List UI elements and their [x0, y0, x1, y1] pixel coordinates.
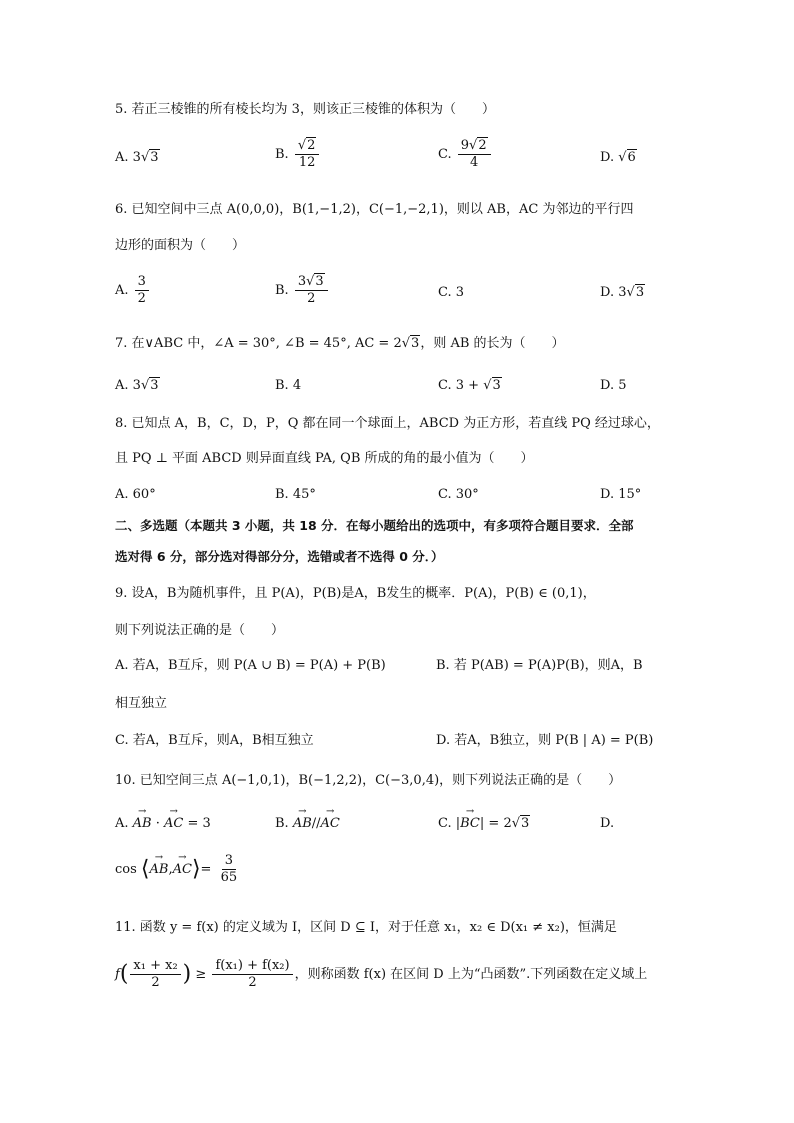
- q6-option-c: [438, 283, 464, 303]
- q9-option-b: B. 若 P(AB) = P(A)P(B)，则A，B: [436, 658, 643, 673]
- q6-d-rad: 3: [635, 285, 645, 300]
- q11-stem-line2: f( $\frac{\text{x₁ + x₂}}{2}$ ) ≥ $\frac{\text{f(x₁) + f(x₂)}}{2}$ ，则称函数 f(x) 在区间 D 上为“凸函数”.下列函数在定义域上: [115, 958, 648, 990]
- q5-option-b: [275, 138, 321, 171]
- q7-a-label: A.: [115, 378, 129, 393]
- q7-a-rad: 3: [150, 378, 159, 393]
- q11-left-fraction: [130, 958, 180, 991]
- q5-b-label: B.: [275, 147, 289, 162]
- q6-stem-line2: 边形的面积为（ ）: [115, 238, 246, 253]
- q5-c-fraction: $\frac{9√2}{4}$: [458, 138, 491, 171]
- q6-a-label: A.: [115, 283, 129, 298]
- q6-b-num-coef: 3: [297, 274, 307, 289]
- q7-c-label: C.: [438, 378, 452, 393]
- q10-option-a: [115, 814, 211, 834]
- q6-c-label: C.: [438, 285, 452, 300]
- q9-stem-line2: 则下列说法正确的是（ ）: [115, 623, 285, 638]
- q7-stem-rad: 3: [411, 336, 420, 351]
- q10-a-dot: ·: [151, 816, 165, 831]
- q5-option-d: D. √6: [600, 150, 636, 165]
- q5-d-rad: 6: [627, 150, 636, 165]
- q7-option-b: B. 4: [275, 378, 302, 393]
- q10-c-vec-bc: → BC: [460, 814, 480, 834]
- q8-stem-line2: 且 PQ ⊥ 平面 ABCD 则异面直线 PA, QB 所成的角的最小值为（ ）: [115, 451, 534, 466]
- q6-option-a: [115, 274, 151, 307]
- q10-d-cos: cos: [115, 862, 137, 877]
- q8-stem-line1: 8. 已知点 A，B，C，D，P，Q 都在同一个球面上，ABCD 为正方形，若直线 PQ 经过球心，: [115, 416, 660, 431]
- q11-left-den: 2: [151, 975, 160, 990]
- q10-stem: 10. 已知空间三点 A(−1,0,1)，B(−1,2,2)，C(−3,0,4)，则下列说法正确的是（ ）: [115, 773, 622, 788]
- q6-stem-line1: 6. 已知空间中三点 A(0,0,0)，B(1,−1,2)，C(−1,−2,1)，则以 AB，AC 为邻边的平行四: [115, 202, 634, 217]
- q5-b-den: 12: [298, 155, 316, 170]
- q9-option-b-cont: 相互独立: [115, 696, 168, 711]
- section-2-heading-line2: 选对得 6 分，部分选对得部分分，选错或者不选得 0 分．）: [115, 549, 444, 564]
- q5-option-c: [438, 138, 493, 171]
- q10-a-vec-ab: → AB: [133, 814, 152, 834]
- q5-a-label: A.: [115, 150, 129, 165]
- q5-c-num-coef: 9: [460, 138, 470, 153]
- q10-d-fraction: [218, 853, 241, 886]
- q11-right-fraction: [212, 958, 292, 991]
- q11-right-den: 2: [248, 975, 257, 990]
- q5-c-num-rad: 2: [478, 138, 487, 153]
- q10-d-den: 65: [220, 870, 238, 885]
- q8-option-a: A. 60°: [115, 487, 156, 502]
- q5-c-den: 4: [470, 155, 479, 170]
- q10-d-vec-ab: → AB: [150, 860, 169, 880]
- q5-b-num: 2: [307, 138, 316, 153]
- q10-c-rad: 3: [521, 816, 530, 831]
- q10-b-label: B.: [275, 816, 289, 831]
- q7-stem-pre: 7. 在∨ABC 中，∠A = 30°, ∠B = 45°, AC = 2: [115, 336, 402, 351]
- q11-stem-line1: 11. 函数 y = f(x) 的定义域为 I，区间 D ⊆ I，对于任意 x₁，x₂ ∈ D(x₁ ≠ x₂)，恒满足: [115, 920, 617, 935]
- q10-b-vec-ab: → AB: [293, 814, 312, 834]
- q7-option-a: A. 3√3: [115, 378, 159, 393]
- q10-option-b: [275, 814, 340, 834]
- q10-c-label: C.: [438, 816, 452, 831]
- q7-option-c: C. 3 + √3: [438, 378, 501, 393]
- q5-option-a: A. 3√3: [115, 150, 159, 165]
- q10-b-vec-ac: → AC: [321, 814, 340, 834]
- q5-a-rad: 3: [150, 150, 159, 165]
- q10-a-label: A.: [115, 816, 129, 831]
- q11-left-num: x₁ + x₂: [130, 958, 180, 975]
- q9-option-c: C. 若A，B互斥，则A，B相互独立: [115, 733, 314, 748]
- q9-stem-line1: 9. 设A，B为随机事件，且 P(A)，P(B)是A，B发生的概率．P(A)，P(B) ∈ (0,1)，: [115, 586, 596, 601]
- q10-b-parallel: //: [311, 816, 321, 831]
- q6-c-val: 3: [455, 285, 465, 300]
- q10-a-post: = 3: [183, 816, 211, 831]
- q6-a-den: 2: [137, 291, 146, 306]
- q10-option-c: C. |→ BC| = 2√3: [438, 814, 530, 834]
- q6-a-num: 3: [135, 274, 149, 291]
- q6-b-label: B.: [275, 283, 289, 298]
- q7-option-d: D. 5: [600, 378, 627, 393]
- q6-d-label: D.: [600, 285, 615, 300]
- q5-b-fraction: $\frac{√2}{12}$: [295, 138, 320, 171]
- q10-d-comma: ,: [168, 862, 173, 877]
- q11-f: f: [115, 967, 120, 982]
- q5-stem: 5. 若正三棱锥的所有棱长均为 3，则该正三棱锥的体积为（ ）: [115, 102, 495, 117]
- q7-a-coef: 3: [132, 378, 141, 393]
- q8-option-b: B. 45°: [275, 487, 316, 502]
- q7-stem-post: ，则 AB 的长为（ ）: [420, 336, 565, 351]
- q7-c-rad: 3: [492, 378, 501, 393]
- q7-stem: 7. 在∨ABC 中，∠A = 30°, ∠B = 45°, AC = 2√3，则 AB 的长为（ ）: [115, 336, 565, 351]
- q10-option-d-label: D.: [600, 816, 615, 831]
- q6-d-coef: 3: [618, 285, 627, 300]
- q5-c-label: C.: [438, 147, 452, 162]
- q10-c-post: = 2: [484, 816, 512, 831]
- q6-b-num-rad: 3: [315, 274, 324, 289]
- q5-a-coef: 3: [132, 150, 141, 165]
- q10-d-vec-ac: → AC: [173, 860, 192, 880]
- q11-stem-line2-post: ，则称函数 f(x) 在区间 D 上为“凸函数”.下列函数在定义域上: [294, 967, 648, 982]
- q7-c-pre: 3 +: [455, 378, 484, 393]
- q6-b-den: 2: [307, 291, 316, 306]
- q10-option-d-expr: cos ⟨→ AB,→ AC⟩= $\frac{3}{65}$: [115, 853, 242, 886]
- section-2-heading-line1: 二、多选题（本题共 3 小题，共 18 分．在每小题给出的选项中，有多项符合题目要求．全部: [115, 518, 634, 533]
- q6-option-d: D. 3√3: [600, 285, 645, 300]
- q11-ge: ≥: [195, 967, 207, 982]
- q10-a-vec-ac: → AC: [164, 814, 183, 834]
- q6-a-fraction: [135, 274, 149, 307]
- q11-right-num: f(x₁) + f(x₂): [212, 958, 292, 975]
- q8-option-d: D. 15°: [600, 487, 642, 502]
- q6-b-fraction: $\frac{3√3}{2}$: [295, 274, 328, 307]
- q8-option-c: C. 30°: [438, 487, 479, 502]
- q6-option-b: [275, 274, 330, 307]
- q9-option-a: A. 若A，B互斥，则 P(A ∪ B) = P(A) + P(B): [115, 658, 386, 673]
- q9-option-d: D. 若A，B独立，则 P(B | A) = P(B): [436, 733, 654, 748]
- q5-d-label: D.: [600, 150, 615, 165]
- q10-d-num: 3: [222, 853, 236, 870]
